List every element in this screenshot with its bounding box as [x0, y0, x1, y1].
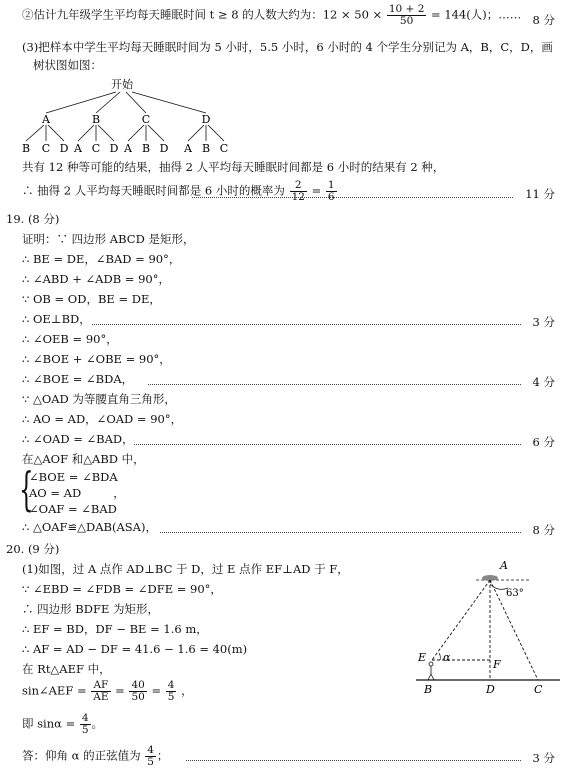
- punctuation: ；: [156, 748, 169, 763]
- label-d: D: [486, 683, 495, 696]
- tree-node-a: A: [42, 113, 50, 126]
- estimate-line: [22, 4, 521, 27]
- fraction-denominator: 5: [81, 724, 89, 736]
- answer-text: 答：仰角 α 的正弦值为: [22, 748, 141, 763]
- fraction-numerator: AF: [91, 680, 110, 692]
- sin-alpha-text: 即 sinα =: [22, 716, 76, 731]
- fraction-numerator: 4: [167, 679, 175, 691]
- equals-sign: =: [311, 183, 322, 198]
- fraction-numerator: 4: [81, 712, 89, 724]
- fraction-numerator: 4: [147, 744, 154, 756]
- system-comma: ，: [113, 486, 125, 500]
- sin-fraction-3: [166, 680, 177, 703]
- tree-leaf: C: [41, 142, 51, 155]
- tree-leaf: D: [109, 142, 119, 155]
- punctuation: 。: [91, 716, 104, 731]
- punctuation: ，: [181, 683, 193, 698]
- probability-text: ∴ 抽得 2 人平均每天睡眠时间都是 6 小时的概率为: [22, 183, 285, 198]
- system-eq-text: AO = AD: [29, 486, 82, 500]
- leader-dots: [148, 384, 521, 385]
- score-8: 8 分: [532, 13, 555, 27]
- q19-line: 在△AOF 和△ABD 中，: [22, 452, 145, 466]
- part3-intro-2: 树状图如图：: [33, 58, 102, 72]
- tree-node-b: B: [91, 113, 101, 126]
- equals-sign: =: [115, 683, 125, 698]
- sin-alpha-line: [22, 713, 103, 736]
- tree-leaf: C: [91, 142, 101, 155]
- probability-line: [22, 180, 338, 203]
- system-brace: {: [19, 462, 34, 516]
- tree-leaf: B: [201, 142, 211, 155]
- fraction-numerator: 1: [327, 179, 335, 191]
- tree-leaf: C: [219, 142, 229, 155]
- part3-intro: (3)把样本中学生平均每天睡眠时间为 5 小时，5.5 小时，6 小时的 4 个学生分别记为 A，B，C，D，画: [22, 40, 553, 54]
- sin-alpha-fraction: [80, 713, 91, 736]
- label-e: E: [418, 651, 427, 664]
- sin-text: sin∠AEF =: [22, 683, 87, 698]
- tree-node-c: C: [141, 113, 151, 126]
- q19-line: ∵ OB = OD，BE = DE，: [22, 292, 161, 306]
- q19-line: ∴ AO = AD，∠OAD = 90°，: [22, 412, 183, 426]
- tree-leaf: B: [141, 142, 151, 155]
- leader-dots: [160, 532, 521, 533]
- label-f: F: [493, 658, 501, 671]
- fraction-denominator: 5: [167, 691, 175, 703]
- answer-fraction: [145, 745, 156, 768]
- angle-label: 63°: [506, 588, 524, 599]
- tree-leaf: B: [21, 142, 31, 155]
- sin-fraction-1: [91, 680, 110, 703]
- fraction-denominator: 12: [291, 191, 305, 203]
- q20-header: 20. (9 分): [6, 542, 60, 556]
- leader-dots: [134, 444, 521, 445]
- q19-line: 证明：∵ 四边形 ABCD 是矩形，: [22, 232, 195, 246]
- answer-line: [22, 745, 168, 768]
- q20-line: ∵ ∠EBD = ∠FDB = ∠DFE = 90°，: [22, 582, 222, 596]
- tree-leaf: A: [124, 142, 132, 155]
- tree-leaf: A: [184, 142, 192, 155]
- q19-header: 19. (8 分): [6, 212, 60, 226]
- fraction-numerator: 40: [131, 679, 145, 691]
- label-b: B: [424, 683, 433, 696]
- geometry-figure: [412, 558, 564, 696]
- fraction-denominator: 5: [147, 756, 154, 768]
- sin-fraction-2: [129, 680, 146, 703]
- sin-line: [22, 680, 193, 703]
- label-a: A: [500, 559, 508, 572]
- estimate-fraction: [387, 4, 427, 27]
- label-alpha: α: [443, 651, 451, 664]
- tree-leaf: A: [74, 142, 82, 155]
- score-6: 6 分: [532, 435, 555, 449]
- estimate-text: ②估计九年级学生平均每天睡眠时间 t ≥ 8 的人数大约为：12 × 50 ×: [22, 7, 383, 22]
- q19-line: ∴ ∠BOE = ∠BDA，: [22, 372, 134, 386]
- tree-node-d: D: [201, 113, 211, 126]
- q20-line: ∴ AF = AD − DF = 41.6 − 1.6 = 40(m): [22, 642, 248, 656]
- alpha-arc: [439, 653, 440, 660]
- probability-fraction-1: [290, 180, 307, 203]
- q19-line: ∴ ∠OEB = 90°，: [22, 332, 118, 346]
- q20-line: (1)如图，过 A 点作 AD⊥BC 于 D，过 E 点作 EF⊥AD 于 F，: [22, 562, 349, 576]
- score-3b: 3 分: [532, 751, 555, 765]
- score-3: 3 分: [532, 315, 555, 329]
- tree-leaf: D: [59, 142, 69, 155]
- line-ae: [432, 580, 490, 660]
- estimate-result: = 144(人)；……: [431, 7, 522, 22]
- tree-root: 开始: [111, 78, 133, 91]
- q19-line: ∴ ∠BOE + ∠OBE = 90°，: [22, 352, 171, 366]
- q19-line: ∴ ∠OAD = ∠BAD，: [22, 432, 134, 446]
- score-4: 4 分: [532, 375, 555, 389]
- q19-line: ∴ BE = DE，∠BAD = 90°，: [22, 252, 181, 266]
- score-11: 11 分: [525, 187, 555, 201]
- leader-dots: [192, 197, 513, 198]
- equals-sign: =: [151, 683, 162, 698]
- q19-line: ∴ OE⊥BD，: [22, 312, 91, 326]
- result-statement: 共有 12 种等可能的结果，抽得 2 人平均每天睡眠时间都是 6 小时的结果有 2 种，: [22, 160, 445, 174]
- leader-dots: [186, 760, 521, 761]
- fraction-denominator: AE: [93, 691, 109, 703]
- leader-dots: [92, 324, 521, 325]
- tree-leaf: D: [159, 142, 169, 155]
- person-icon: [428, 662, 434, 680]
- system-eq: ∠OAF = ∠BAD: [29, 502, 117, 516]
- fraction-denominator: 50: [399, 15, 414, 27]
- q20-line: ∴ EF = BD，DF − BE = 1.6 m，: [22, 622, 208, 636]
- fraction-denominator: 50: [131, 691, 145, 703]
- q20-line: ∴ 四边形 BDFE 为矩形，: [22, 602, 160, 616]
- system-eq: [29, 486, 125, 501]
- probability-fraction-2: [326, 180, 337, 203]
- fraction-numerator: 2: [290, 180, 307, 192]
- system-eq: ∠BOE = ∠BDA: [29, 470, 118, 484]
- q19-line: ∵ △OAD 为等腰直角三角形，: [22, 392, 176, 406]
- fraction-denominator: 6: [327, 191, 335, 203]
- fraction-numerator: 10 + 2: [388, 3, 425, 15]
- score-8b: 8 分: [532, 523, 555, 537]
- q19-line: ∴ ∠ABD + ∠ADB = 90°，: [22, 272, 170, 286]
- q20-line: 在 Rt△AEF 中，: [22, 662, 111, 676]
- q19-conclusion: ∴ △OAF≌△DAB(ASA)，: [22, 520, 157, 534]
- tree-diagram: [0, 75, 280, 155]
- label-c: C: [534, 683, 543, 696]
